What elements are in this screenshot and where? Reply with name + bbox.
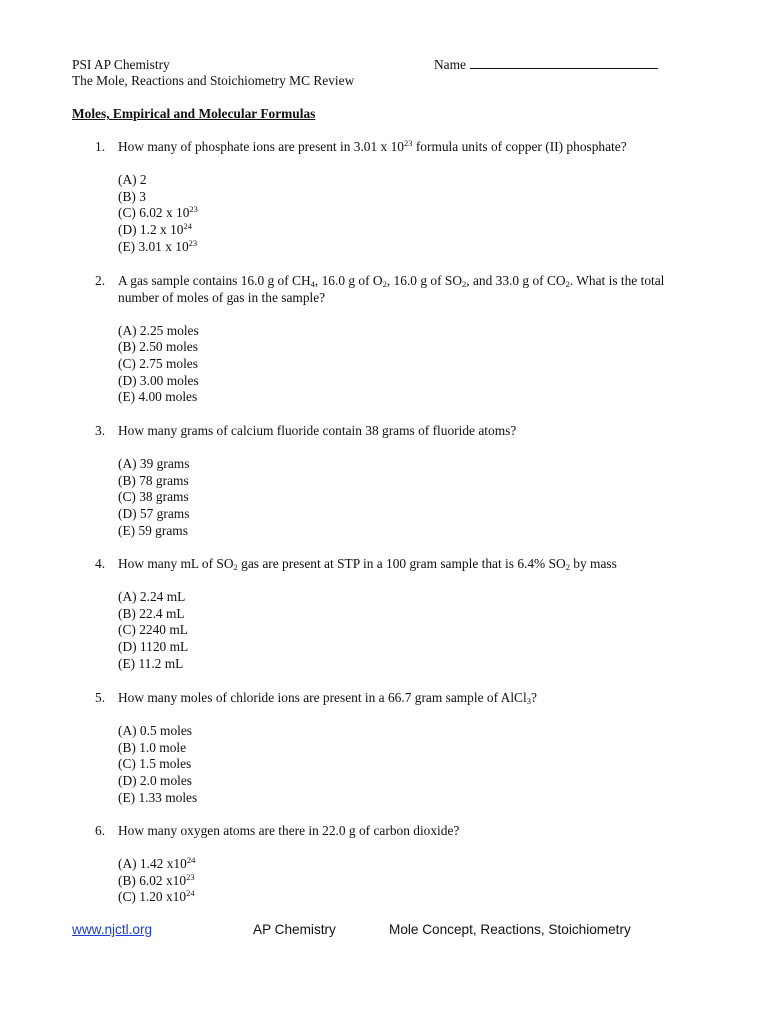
superscript: 23 bbox=[189, 204, 198, 215]
answer-option: (A) 0.5 moles bbox=[118, 723, 193, 739]
subscript: 2 bbox=[233, 562, 238, 572]
answer-option: (E) 11.2 mL bbox=[118, 655, 184, 671]
subscript: 2 bbox=[565, 279, 570, 289]
answer-option: (D) 2.0 moles bbox=[118, 773, 193, 788]
question-number: 3. bbox=[95, 423, 106, 438]
answer-option: (E) 4.00 moles bbox=[118, 389, 198, 405]
answer-option: (E) 59 grams bbox=[118, 522, 188, 538]
superscript: 23 bbox=[403, 138, 413, 148]
answer-option: (D) 57 grams bbox=[118, 506, 190, 521]
answer-option: (C) 2240 mL bbox=[118, 622, 188, 638]
answer-option: (B) 3 bbox=[118, 188, 146, 204]
answer-option: (B) 22.4 mL bbox=[118, 605, 185, 621]
answer-option: (E) 3.01 x $10^{23}$ bbox=[118, 237, 198, 254]
answer-option: (A) 2.25 moles bbox=[118, 322, 199, 338]
answer-option: (B) 78 grams bbox=[118, 472, 189, 488]
question-number: 5. bbox=[95, 690, 106, 705]
answer-option: (D) 1120 mL bbox=[118, 639, 189, 654]
footer-link[interactable]: www.njctl.org bbox=[72, 922, 153, 937]
answer-option: (C) 1.20 $x10^{24}$ bbox=[118, 888, 195, 905]
question-text: How many oxygen atoms are there in 22.0 g of carbon dioxide? bbox=[118, 823, 460, 838]
question-text: How many moles of chloride ions are present in a 66.7 gram sample of AlCl$_3$? bbox=[118, 690, 537, 706]
section-title: Moles, Empirical and Molecular Formulas bbox=[72, 106, 316, 121]
question-number: 4. bbox=[95, 556, 106, 571]
answer-option: (E) 1.33 moles bbox=[118, 789, 198, 805]
question-number: 6. bbox=[95, 823, 106, 838]
question-text: How many mL of $SO_2$ gas are present at STP in a 100 gram sample that is 6.4% $SO_2$ by mass bbox=[118, 556, 617, 572]
answer-option: (C) 1.5 moles bbox=[118, 756, 192, 772]
answer-option: (C) 38 grams bbox=[118, 489, 189, 505]
answer-option: (B) 2.50 moles bbox=[118, 339, 198, 355]
question-text: number of moles of gas in the sample? bbox=[118, 289, 326, 305]
subscript: 4 bbox=[310, 279, 315, 289]
name-field bbox=[434, 57, 658, 73]
question-number: 2. bbox=[95, 273, 106, 288]
answer-option: (B) 1.0 mole bbox=[118, 739, 187, 755]
question-text: How many grams of calcium fluoride contain 38 grams of fluoride atoms? bbox=[118, 423, 517, 438]
superscript: 24 bbox=[186, 888, 195, 899]
header-title: The Mole, Reactions and Stoichiometry MC Review bbox=[72, 73, 355, 88]
subscript: 2 bbox=[565, 562, 570, 572]
answer-option: (A) 2 bbox=[118, 172, 147, 188]
answer-option: (D) 3.00 moles bbox=[118, 372, 199, 388]
answer-option: (D) 1.2 x $10^{24}$ bbox=[118, 221, 192, 237]
question-text: How many of phosphate ions are present in 3.01 x $10^{23}$ formula units of copper (II) phosphate? bbox=[118, 138, 627, 154]
subscript: 2 bbox=[462, 279, 467, 289]
superscript: 24 bbox=[186, 855, 196, 866]
superscript: 24 bbox=[183, 221, 192, 231]
footer-course: AP Chemistry bbox=[253, 922, 336, 937]
name-blank-line bbox=[470, 57, 658, 69]
superscript: 23 bbox=[186, 871, 195, 882]
answer-option: (A) 1.42 $x10^{24}$ bbox=[118, 855, 196, 872]
question-number: 1. bbox=[95, 139, 106, 154]
question-text: A gas sample contains 16.0 g of $CH_4$, 16.0 g of $O_2$, 16.0 g of $SO_2$, and 33.0 g of $CO_2$. What is the total bbox=[118, 273, 665, 289]
answer-option: (A) 2.24 mL bbox=[118, 589, 186, 605]
answer-option: (B) 6.02 $x10^{23}$ bbox=[118, 871, 195, 888]
answer-option: (A) 39 grams bbox=[118, 456, 190, 472]
footer-topics: Mole Concept, Reactions, Stoichiometry bbox=[389, 922, 631, 937]
subscript: 2 bbox=[382, 279, 387, 289]
header-course: PSI AP Chemistry bbox=[72, 57, 170, 72]
subscript: 3 bbox=[526, 696, 531, 706]
answer-option: (C) 2.75 moles bbox=[118, 356, 198, 371]
answer-option: (C) 6.02 x $10^{23}$ bbox=[118, 204, 198, 221]
name-label: Name bbox=[434, 57, 466, 72]
superscript: 23 bbox=[188, 237, 198, 248]
